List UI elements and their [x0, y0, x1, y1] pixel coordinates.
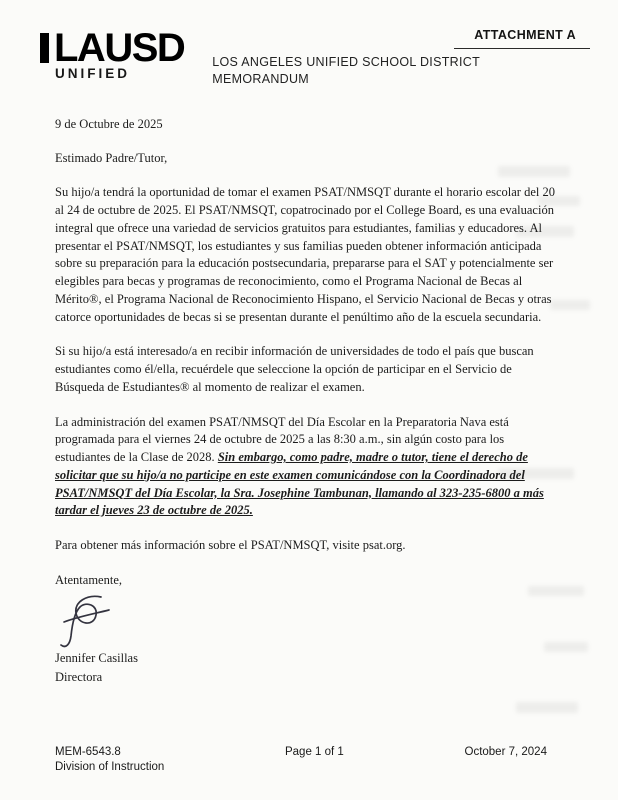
paragraph-4: Para obtener más información sobre el PSAT/NMSQT, visite psat.org. [55, 538, 406, 552]
paragraph-3 [55, 414, 562, 521]
signature [57, 592, 562, 650]
paragraph-3-emphasis: Sin embargo, como padre, madre o tutor, tiene el derecho de solicitar que su hijo/a no participe en este examen comunicándose con la Coordinadora del PSAT/NMSQT del Día Escolar, la Sra. Josephine Tambunan, llamando al 323-235-6800 a más tardar el jueves 23 de octubre de 2025. [55, 450, 544, 518]
logo-subtext: UNIFIED [55, 66, 130, 81]
attachment-label: ATTACHMENT A [454, 28, 590, 49]
scan-artifact [516, 702, 578, 713]
logo-wordmark: LAUSD [54, 26, 185, 70]
paragraph-1: Su hijo/a tendrá la oportunidad de tomar el examen PSAT/NMSQT durante el horario escolar del 20 al 24 de octubre de 2025. El PSAT/NMSQT, copatrocinado por el College Board, es una evaluación integral que ofrece una variedad de servicios gratuitos para estudiantes, familias y educadores. Al presentar el PSAT/NMSQT, los estudiantes y sus familias pueden obtener información anticipada sobre su preparación para la educación postsecundaria, prepararse para el SAT y potencialmente ser elegibles para becas y programas de reconocimiento, como el Programa Nacional de Becas al Mérito®, el Programa Nacional de Reconocimiento Hispano, el Servicio Nacional de Becas y otras catorce oportunidades de becas si se presentan durante el penúltimo año de la escuela secundaria. [55, 185, 555, 324]
signature-icon [57, 592, 129, 650]
memo-title: MEMORANDUM [212, 71, 310, 86]
salutation: Estimado Padre/Tutor, [55, 150, 168, 165]
doc-number: MEM-6543.8 [55, 745, 121, 758]
letter-date: 9 de Octubre de 2025 [55, 116, 163, 131]
signer-title: Directora [55, 670, 103, 685]
page-indicator: Page 1 of 1 [284, 745, 344, 758]
division-name: Division of Instruction [55, 761, 165, 774]
paragraph-3-normal: La administración del examen PSAT/NMSQT del Día Escolar en la Preparatoria Nava está programada para el viernes 24 de octubre de 2025 a las 8:30 a.m., sin algún costo para los estudiantes de la Clase de 2028. [55, 414, 509, 464]
paragraph-2: Si su hijo/a está interesado/a en recibir información de universidades de todo el país que buscan estudiantes como él/ella, recuérdele que seleccione la opción de participar en el Servicio de Búsqueda de Estudiantes® al momento de realizar el examen. [55, 344, 534, 394]
district-name: LOS ANGELES UNIFIED SCHOOL DISTRICT [212, 55, 481, 69]
signer-name: Jennifer Casillas [55, 650, 138, 665]
logo-bar-icon [40, 33, 49, 63]
lausd-logo [40, 26, 185, 81]
footer-date: October 7, 2024 [464, 745, 547, 758]
letter-body [0, 116, 618, 687]
footer [55, 745, 563, 776]
closing: Atentamente, [55, 572, 122, 587]
